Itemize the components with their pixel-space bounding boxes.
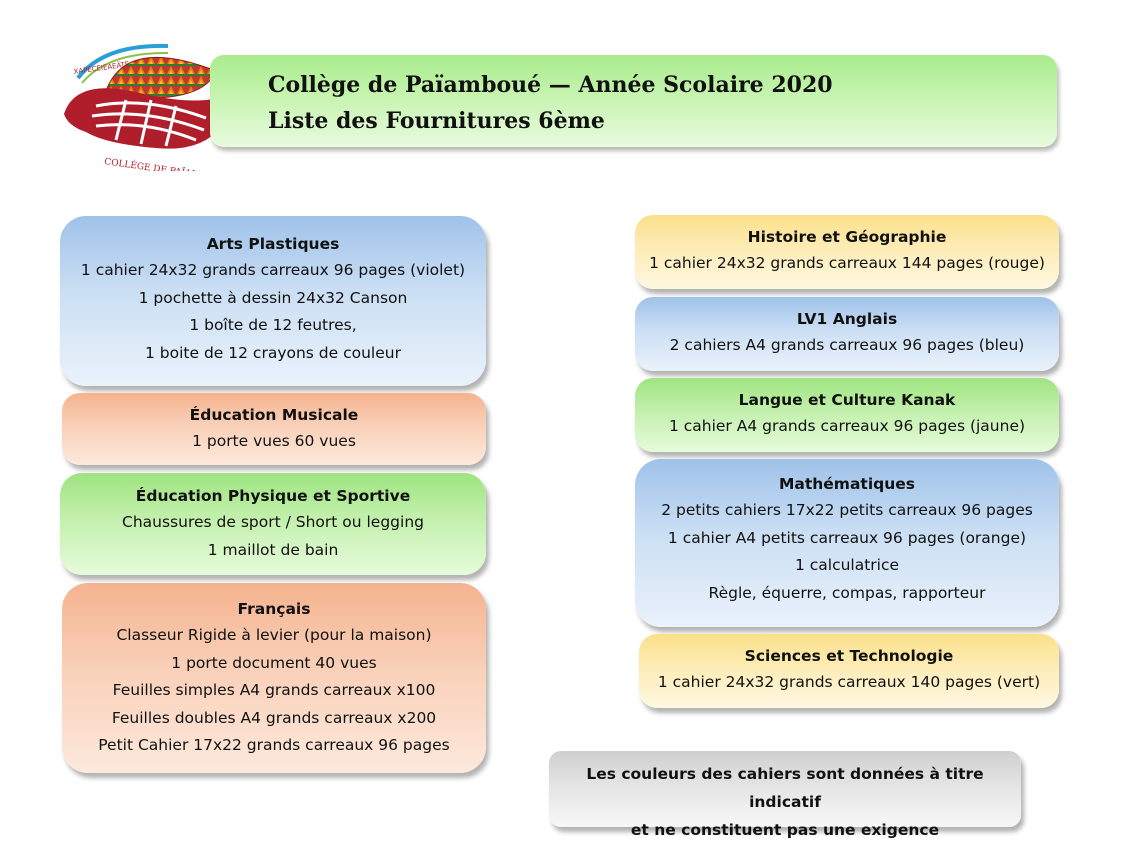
subject-title: Éducation Musicale	[189, 406, 359, 424]
notice-line-2: et ne constituent pas une exigence	[630, 821, 940, 839]
logo-arc-text: XAPECEIEAEÄTE	[73, 60, 130, 76]
subject-eps	[60, 473, 486, 575]
subject-item: 1 cahier 24x32 grands carreaux 144 pages (rouge)	[649, 254, 1045, 272]
subject-title: Éducation Physique et Sportive	[135, 487, 411, 505]
subject-item: Chaussures de sport / Short ou legging	[122, 513, 424, 531]
subject-item: 2 petits cahiers 17x22 petits carreaux 96 pages	[661, 501, 1033, 519]
header-title: Collège de Païamboué — Année Scolaire 2020	[268, 72, 833, 98]
subject-item: 1 pochette à dessin 24x32 Canson	[138, 288, 408, 307]
subject-item: Classeur Rigide à levier (pour la maison)	[116, 626, 432, 644]
subject-item: 1 cahier 24x32 grands carreaux 96 pages (violet)	[80, 261, 466, 279]
subject-title: LV1 Anglais	[796, 310, 898, 328]
subject-item: 1 boîte de 12 feutres,	[189, 316, 357, 334]
subject-item: 1 calculatrice	[794, 556, 900, 574]
subject-francais	[62, 583, 486, 773]
notice-line-1: Les couleurs des cahiers sont données à titre indicatif	[586, 765, 984, 811]
subject-title: Langue et Culture Kanak	[738, 391, 956, 409]
subject-item: 1 cahier 24x32 grands carreaux 140 pages (vert)	[657, 673, 1041, 691]
subject-item: 1 porte document 40 vues	[171, 653, 377, 672]
subject-item: Petit Cahier 17x22 grands carreaux 96 pages	[98, 736, 450, 754]
header-subtitle: Liste des Fournitures 6ème	[268, 108, 605, 134]
subject-title: Histoire et Géographie	[747, 228, 947, 246]
subject-title: Arts Plastiques	[206, 235, 340, 253]
subject-item: 1 cahier A4 petits carreaux 96 pages (orange)	[667, 528, 1027, 547]
subject-item: Feuilles simples A4 grands carreaux x100	[112, 681, 436, 699]
subject-title: Mathématiques	[778, 475, 916, 493]
subject-lv1-anglais	[635, 297, 1059, 371]
subject-item: 1 boite de 12 crayons de couleur	[145, 343, 401, 362]
subject-item: 1 porte vues 60 vues	[192, 432, 356, 450]
subject-sciences-technologie	[639, 634, 1059, 708]
subject-arts-plastiques	[60, 216, 486, 386]
subject-item: 1 cahier A4 grands carreaux 96 pages (jaune)	[668, 417, 1026, 435]
notice-box	[549, 751, 1021, 839]
subject-histoire-geographie	[635, 215, 1059, 289]
logo-college-text: COLLÈGE DE PAÏAMBOUÉ	[103, 157, 230, 171]
subject-langue-culture-kanak	[635, 378, 1059, 452]
subject-education-musicale	[62, 393, 486, 465]
page-header	[210, 55, 1057, 147]
subject-item: 1 maillot de bain	[207, 540, 339, 559]
subject-item: Règle, équerre, compas, rapporteur	[708, 583, 986, 602]
subject-title: Sciences et Technologie	[744, 647, 954, 665]
subject-item: Feuilles doubles A4 grands carreaux x200	[111, 708, 437, 727]
subject-title: Français	[237, 600, 311, 618]
subject-item: 2 cahiers A4 grands carreaux 96 pages (bleu)	[669, 336, 1025, 354]
subject-mathematiques	[635, 459, 1059, 627]
